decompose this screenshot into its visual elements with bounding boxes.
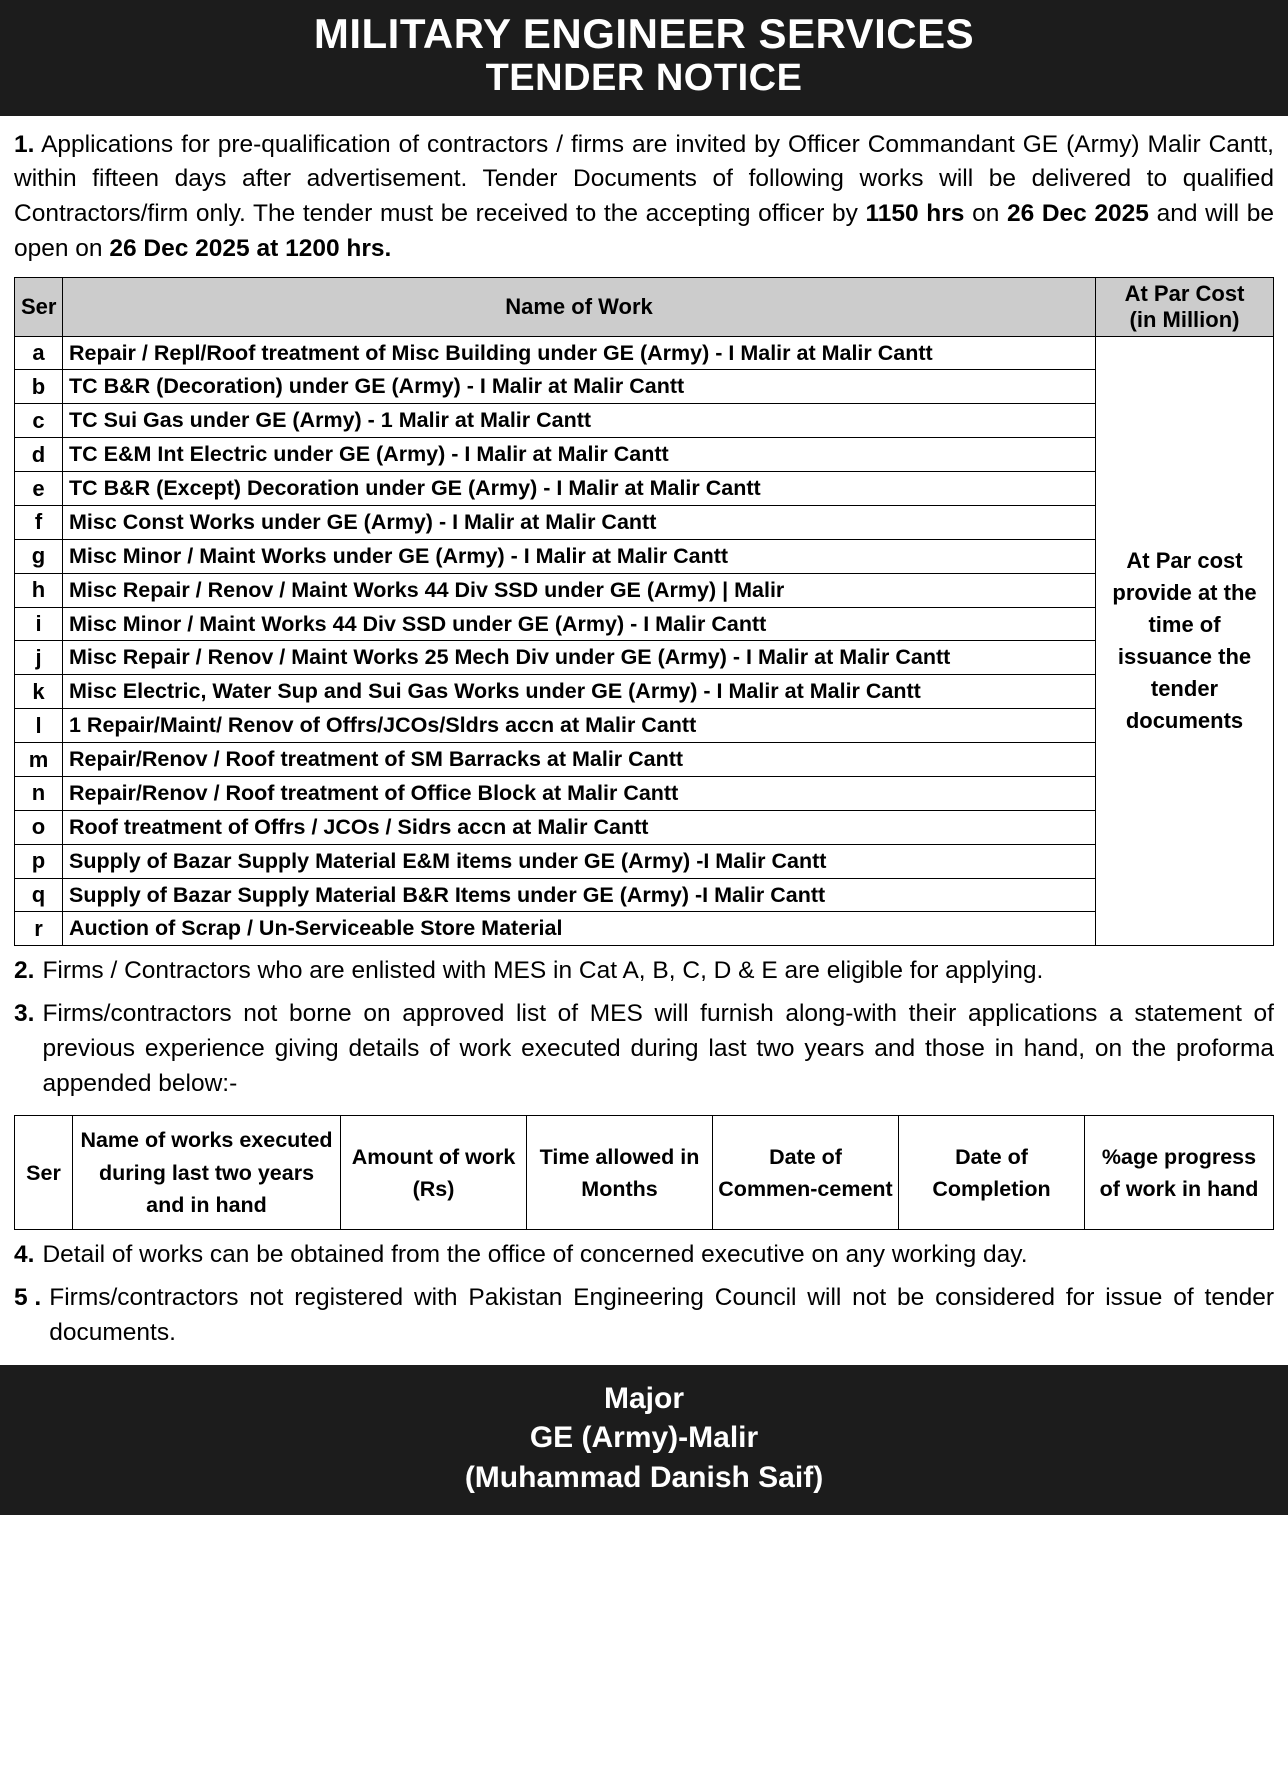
row-ser: q [15,878,63,912]
clause-5-text: Firms/contractors not registered with Pakistan Engineering Council will not be considered for issue of tender documents. [49,1284,1274,1346]
table-row [15,472,1274,506]
row-ser: c [15,404,63,438]
row-ser: m [15,743,63,777]
clause-3-text: Firms/contractors not borne on approved list of MES will furnish along-with their applications a statement of previous experience giving details of work executed during last two years and those in hand, on the proforma appended below:- [42,1000,1274,1097]
table-row [15,878,1274,912]
row-ser: e [15,472,63,506]
table-row [15,573,1274,607]
proforma-header-time-allowed: Time allowed in Months [527,1116,713,1230]
row-work: Supply of Bazar Supply Material B&R Items under GE (Army) -I Malir Cantt [63,878,1096,912]
table-row [15,776,1274,810]
row-work: Repair/Renov / Roof treatment of SM Barracks at Malir Cantt [63,743,1096,777]
table-row [15,539,1274,573]
intro-text-part1: Applications for pre-qualification of contractors / firms are invited by Officer Commandant GE (Army) Malir Cantt, within fifteen days after advertisement. Tender Documents of following works will be delivered to qualified Contractors/firm only. The tender must be received to the accepting officer by [14,130,1274,228]
header-title-line2: TENDER NOTICE [485,57,803,100]
clause-5-number: 5 . [14,1284,42,1312]
table-row [15,743,1274,777]
table-row [15,641,1274,675]
row-ser: n [15,776,63,810]
row-work: Misc Minor / Maint Works 44 Div SSD under GE (Army) - I Malir Cantt [63,607,1096,641]
table-row [15,912,1274,946]
table-row [15,370,1274,404]
table-row [15,675,1274,709]
proforma-header-row [15,1116,1274,1230]
row-work: TC B&R (Except) Decoration under GE (Army) - I Malir at Malir Cantt [63,472,1096,506]
row-ser: k [15,675,63,709]
page-footer [0,1365,1288,1516]
intro-bold-opening: 26 Dec 2025 at 1200 hrs. [109,234,392,262]
intro-paragraph [14,128,1274,267]
intro-text-part3: and will be open on [14,200,1274,262]
row-ser: g [15,539,63,573]
row-work: Misc Electric, Water Sup and Sui Gas Works under GE (Army) - I Malir at Malir Cantt [63,675,1096,709]
row-ser: r [15,912,63,946]
row-ser: f [15,505,63,539]
row-work: Misc Const Works under GE (Army) - I Malir at Malir Cantt [63,505,1096,539]
row-work: Roof treatment of Offrs / JCOs / Sidrs accn at Malir Cantt [63,810,1096,844]
table-row [15,709,1274,743]
intro-bold-date: 26 Dec 2025 [1006,200,1149,228]
row-ser: l [15,709,63,743]
page-header [0,0,1288,116]
proforma-header-percentage-progress: %age progress of work in hand [1085,1116,1274,1230]
proforma-header-amount: Amount of work (Rs) [341,1116,527,1230]
works-header-cost-line2: (in Million) [1129,306,1240,332]
clause-4 [14,1238,1274,1273]
clause-3 [14,997,1274,1101]
row-work: 1 Repair/Maint/ Renov of Offrs/JCOs/Sldrs accn at Malir Cantt [63,709,1096,743]
row-ser: b [15,370,63,404]
proforma-header-ser: Ser [15,1116,73,1230]
table-row [15,844,1274,878]
signatory-name: (Muhammad Danish Saif) [464,1460,824,1494]
table-row [15,810,1274,844]
proforma-table [14,1115,1274,1230]
table-row [15,438,1274,472]
row-ser: i [15,607,63,641]
clause-4-number: 4. [14,1241,35,1269]
row-ser: h [15,573,63,607]
table-row [15,607,1274,641]
row-work: TC E&M Int Electric under GE (Army) - I Malir at Malir Cantt [63,438,1096,472]
row-work: Misc Minor / Maint Works under GE (Army) - I Malir at Malir Cantt [63,539,1096,573]
clause-2 [14,954,1274,989]
row-work: TC B&R (Decoration) under GE (Army) - I Malir at Malir Cantt [63,370,1096,404]
table-row [15,505,1274,539]
table-row [15,336,1274,370]
row-work: Misc Repair / Renov / Maint Works 44 Div SSD under GE (Army) | Malir [63,573,1096,607]
row-ser: a [15,336,63,370]
document-body [0,128,1288,1351]
row-ser: d [15,438,63,472]
works-table [14,277,1274,947]
table-row [15,404,1274,438]
proforma-header-name-of-works: Name of works executed during last two years and in hand [73,1116,341,1230]
works-table-header-row [15,277,1274,336]
clause-3-number: 3. [14,1000,35,1028]
row-work: Repair/Renov / Roof treatment of Office Block at Malir Cantt [63,776,1096,810]
row-work: TC Sui Gas under GE (Army) - 1 Malir at Malir Cantt [63,404,1096,438]
signatory-office: GE (Army)-Malir [529,1421,759,1455]
row-work: Supply of Bazar Supply Material E&M items under GE (Army) -I Malir Cantt [63,844,1096,878]
intro-bold-time: 1150 hrs [865,200,965,228]
at-par-cost-note: At Par cost provide at the time of issuance the tender documents [1096,336,1274,946]
proforma-header-date-completion: Date of Completion [899,1116,1085,1230]
row-ser: o [15,810,63,844]
proforma-header-date-commencement: Date of Commen-cement [713,1116,899,1230]
header-title-line1: MILITARY ENGINEER SERVICES [313,10,975,57]
row-work: Auction of Scrap / Un-Serviceable Store Material [63,912,1096,946]
row-work: Repair / Repl/Roof treatment of Misc Building under GE (Army) - I Malir at Malir Cantt [63,336,1096,370]
clause-2-text: Firms / Contractors who are enlisted with MES in Cat A, B, C, D & E are eligible for applying. [42,957,1044,985]
clause-2-number: 2. [14,957,35,985]
works-header-ser: Ser [15,277,63,336]
row-work: Misc Repair / Renov / Maint Works 25 Mech Div under GE (Army) - I Malir at Malir Cantt [63,641,1096,675]
intro-number: 1. [14,130,35,158]
clause-4-text: Detail of works can be obtained from the office of concerned executive on any working day. [42,1241,1028,1269]
signatory-rank: Major [603,1381,684,1415]
row-ser: p [15,844,63,878]
intro-text-part2: on [964,200,1007,228]
works-header-cost-line1: At Par Cost [1124,280,1245,306]
row-ser: j [15,641,63,675]
clause-5 [14,1281,1274,1351]
works-header-cost [1096,277,1274,336]
works-header-name: Name of Work [63,277,1096,336]
